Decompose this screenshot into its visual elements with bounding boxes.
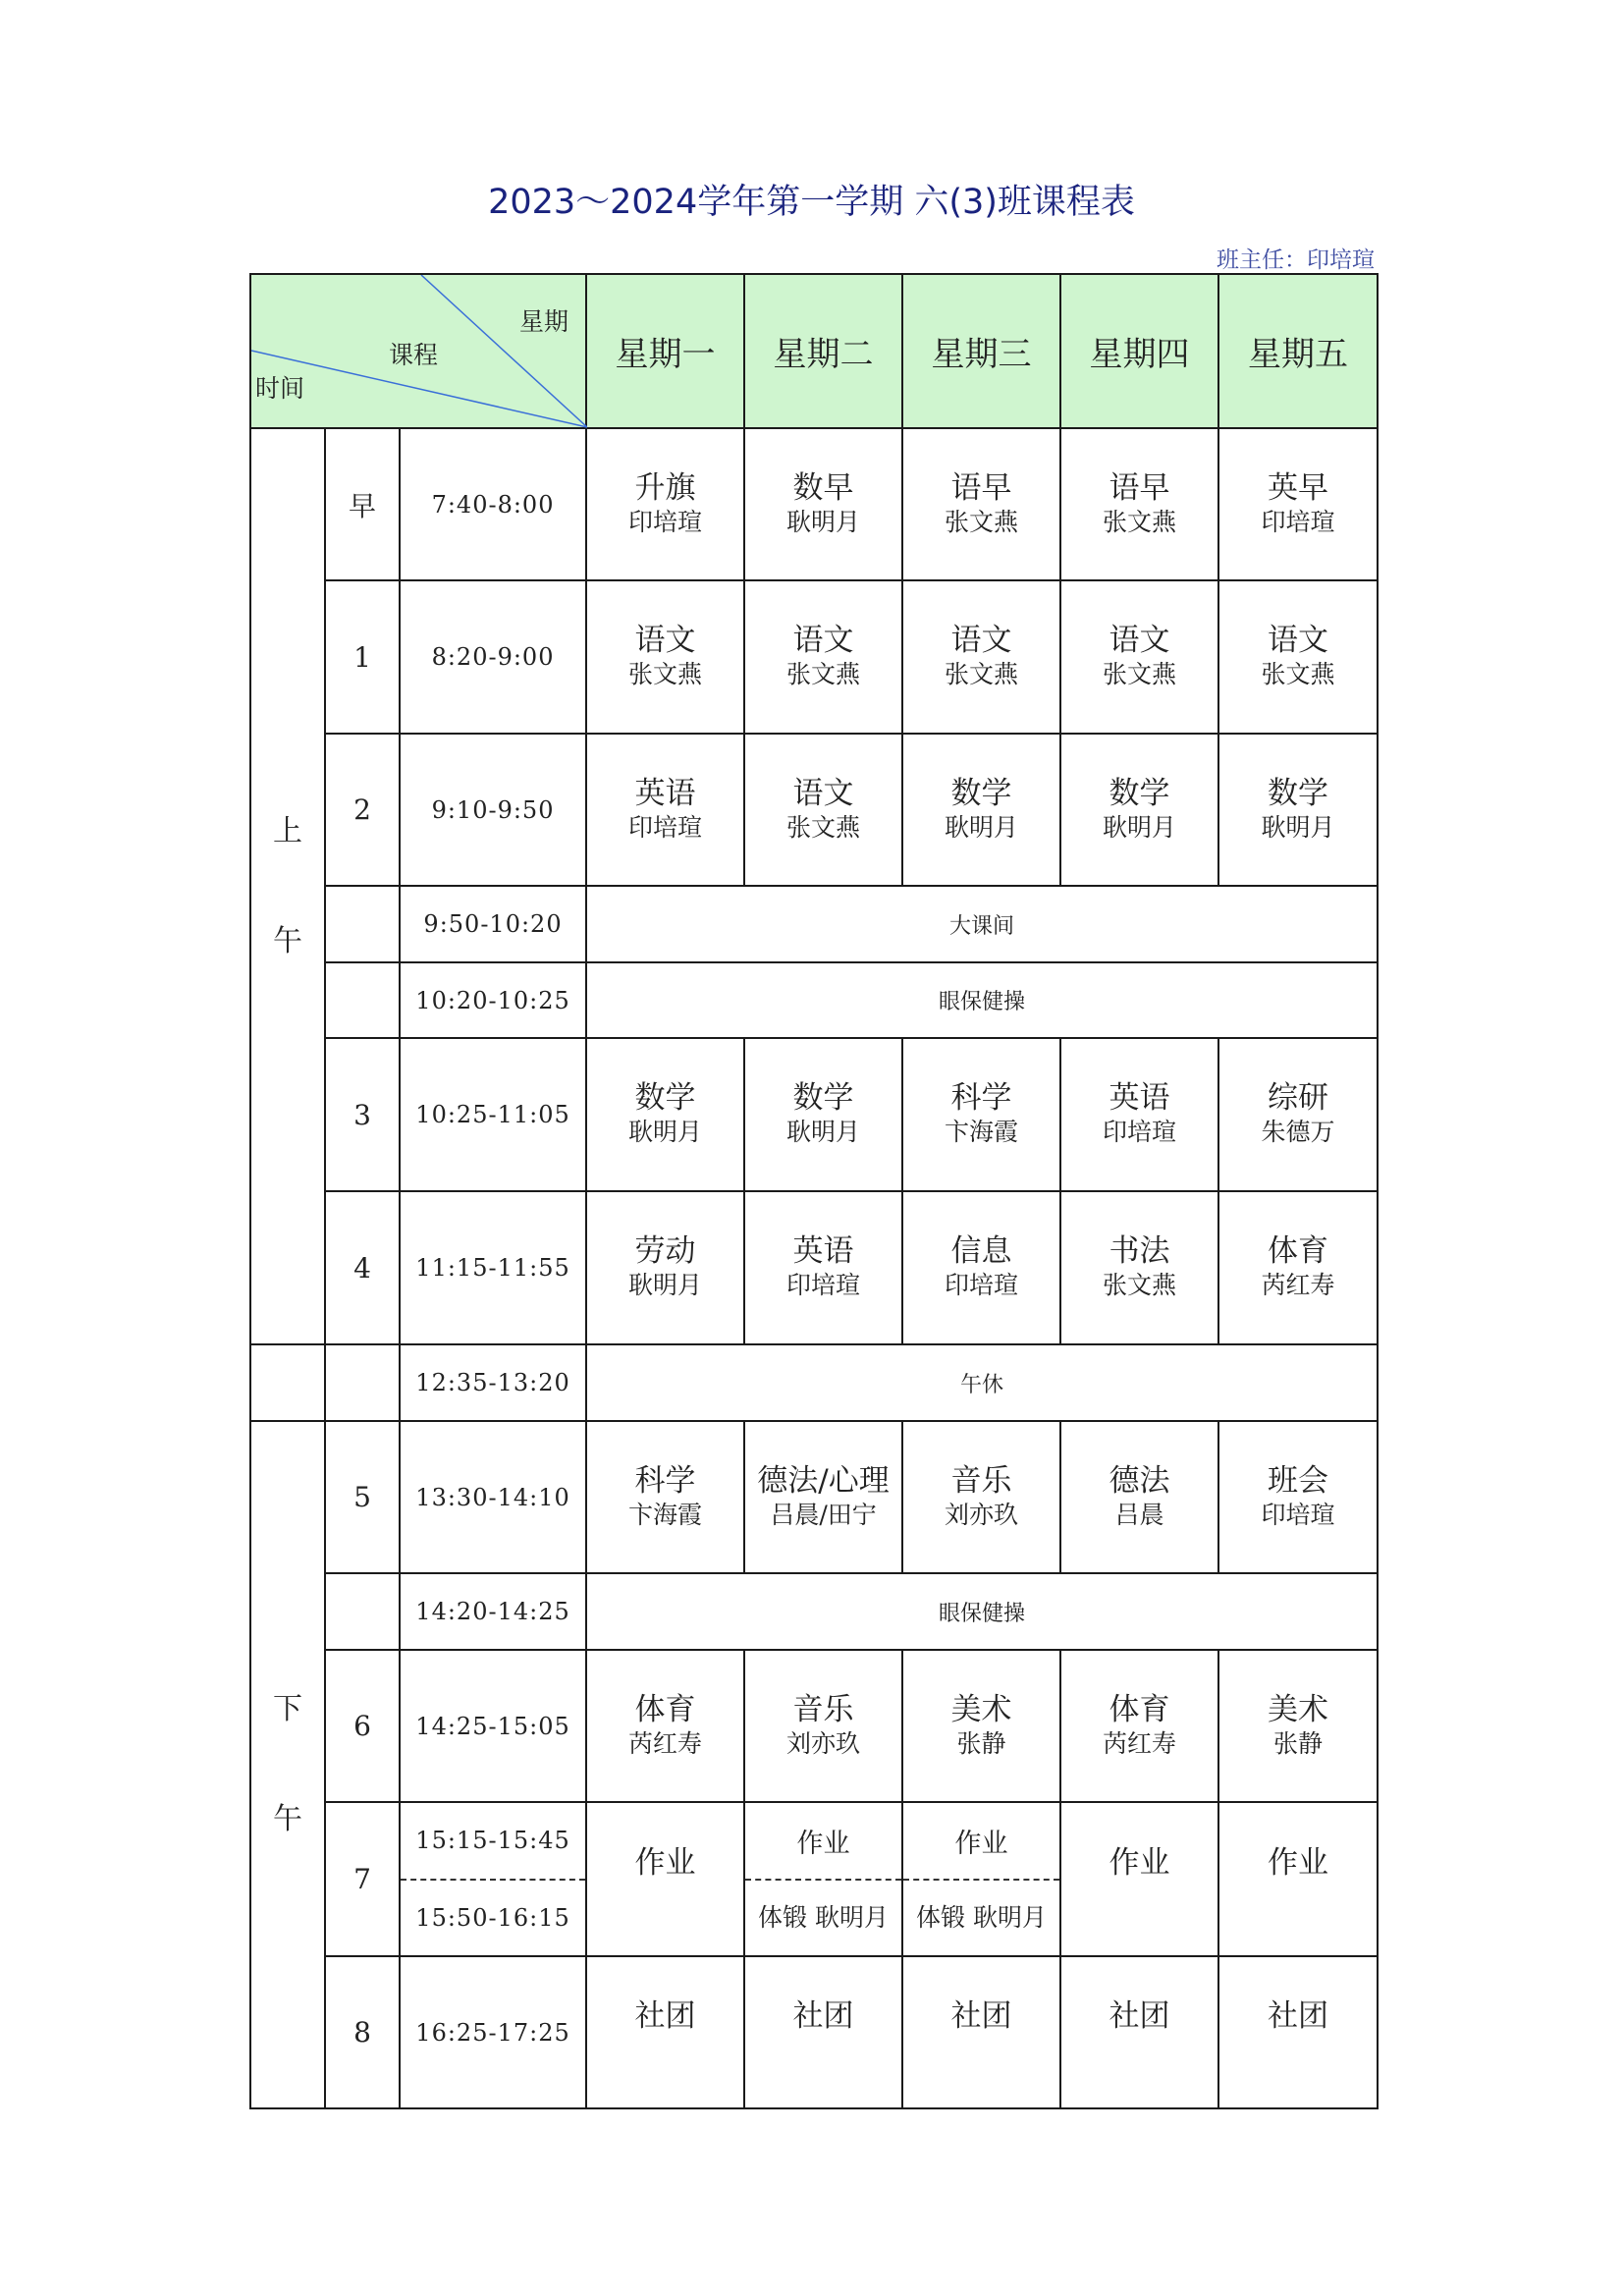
subject: 德法: [1109, 1462, 1170, 1499]
period-time: 11:15-11:55: [400, 1191, 586, 1344]
class-cell: [744, 1191, 902, 1344]
subject: 数学: [1109, 775, 1170, 811]
teacher: 印培瑄: [1103, 1118, 1177, 1146]
period-time: 13:30-14:10: [400, 1421, 586, 1573]
class-cell: [744, 428, 902, 580]
class-cell: [1060, 428, 1218, 580]
day-header: 星期一: [586, 274, 744, 428]
class-cell: [586, 734, 744, 886]
noon-banner: 午休: [586, 1344, 1378, 1421]
head-teacher: 班主任：印培瑄: [1217, 247, 1375, 273]
header-corner: [250, 274, 586, 428]
subject: 劳动: [634, 1233, 696, 1269]
class-cell: [1060, 1038, 1218, 1191]
subject: 音乐: [950, 1462, 1012, 1499]
subject: 语文: [950, 623, 1012, 658]
section-afternoon: [250, 1421, 325, 2108]
subject: 音乐: [792, 1691, 854, 1727]
teacher: 张文燕: [1103, 507, 1177, 536]
period-number: 早: [325, 428, 400, 580]
teacher: 张文燕: [945, 660, 1019, 688]
teacher: 耿明月: [786, 507, 861, 536]
subject: 科学: [634, 1462, 696, 1499]
subject: 体育: [1268, 1233, 1329, 1269]
class-cell: [1060, 1802, 1218, 1956]
empty-slot: [325, 886, 400, 962]
subject: 语文: [792, 775, 854, 811]
class-cell: [1060, 1421, 1218, 1573]
class-cell-split: [902, 1802, 1060, 1956]
teacher: 印培瑄: [945, 1271, 1019, 1299]
teacher: 吕晨: [1114, 1500, 1164, 1529]
class-cell: [1218, 428, 1378, 580]
break-banner: 大课间: [586, 886, 1378, 962]
teacher: 印培瑄: [628, 507, 703, 536]
class-cell: [902, 1421, 1060, 1573]
subject: 语早: [950, 469, 1012, 506]
class-cell: [902, 428, 1060, 580]
class-cell: [902, 734, 1060, 886]
teacher: 耿明月: [1261, 812, 1335, 842]
day-header: 星期二: [744, 274, 902, 428]
teacher: 张静: [956, 1728, 1006, 1758]
teacher: 刘亦玖: [945, 1500, 1019, 1529]
teacher: 芮红寿: [1261, 1271, 1335, 1299]
class-cell: [902, 580, 1060, 734]
teacher: 印培瑄: [1261, 1500, 1335, 1529]
class-cell: [586, 1191, 744, 1344]
empty-slot: [325, 1573, 400, 1650]
subject: 英语: [634, 775, 696, 811]
class-cell: [1218, 1191, 1378, 1344]
subject: 信息: [950, 1233, 1012, 1269]
day-header: 星期四: [1060, 274, 1218, 428]
teacher: 芮红寿: [628, 1728, 703, 1758]
period-time: 14:25-15:05: [400, 1650, 586, 1802]
subject: 社团: [792, 1997, 854, 2034]
class-cell: [744, 1038, 902, 1191]
period-time-first: 15:15-15:45: [401, 1803, 585, 1881]
empty-section: [250, 1344, 325, 1421]
class-cell: [1218, 1956, 1378, 2108]
teacher: 耿明月: [945, 812, 1019, 842]
teacher: 朱德万: [1261, 1118, 1335, 1146]
teacher: 张文燕: [786, 660, 861, 688]
eye-exercise-time: 10:20-10:25: [400, 962, 586, 1038]
subject: 英早: [1268, 469, 1329, 506]
class-cell: [1218, 1802, 1378, 1956]
subject: 作业: [745, 1803, 901, 1881]
class-cell: [902, 1191, 1060, 1344]
teacher: 卞海霞: [628, 1500, 703, 1529]
subject: 社团: [1109, 1997, 1170, 2034]
subject: 美术: [950, 1691, 1012, 1727]
class-cell: [586, 1956, 744, 2108]
period-time-split: [400, 1802, 586, 1956]
section-morning: [250, 428, 325, 1344]
empty-slot: [325, 1344, 400, 1421]
subject: 社团: [950, 1997, 1012, 2034]
subject: 数学: [634, 1080, 696, 1116]
period-time: 7:40-8:00: [400, 428, 586, 580]
subject: 科学: [950, 1080, 1012, 1116]
subject: 综研: [1268, 1080, 1329, 1116]
class-cell: [744, 1421, 902, 1573]
subject: 社团: [634, 1997, 696, 2034]
class-cell: [1218, 1650, 1378, 1802]
class-cell: [1060, 734, 1218, 886]
subject: 语文: [792, 623, 854, 658]
class-cell: [744, 1956, 902, 2108]
subject: 作业: [1268, 1844, 1329, 1881]
teacher: 耿明月: [1103, 812, 1177, 842]
teacher: 张文燕: [945, 507, 1019, 536]
class-cell: [1060, 580, 1218, 734]
subject-with-teacher: 体锻 耿明月: [758, 1902, 889, 1932]
teacher: 张静: [1273, 1728, 1324, 1758]
teacher: 卞海霞: [945, 1118, 1019, 1146]
day-header: 星期三: [902, 274, 1060, 428]
subject: 数学: [792, 1080, 854, 1116]
subject: 升旗: [634, 469, 696, 506]
period-number: 4: [325, 1191, 400, 1344]
schedule-table: [249, 273, 1379, 2109]
period-number: 6: [325, 1650, 400, 1802]
class-cell: [1218, 1421, 1378, 1573]
subject: 语文: [1268, 623, 1329, 658]
teacher: 张文燕: [628, 660, 703, 688]
corner-label-week: 星期: [519, 307, 569, 336]
subject: 作业: [903, 1803, 1059, 1881]
noon-time: 12:35-13:20: [400, 1344, 586, 1421]
class-cell: [586, 580, 744, 734]
subject: 班会: [1268, 1462, 1329, 1499]
period-number: 2: [325, 734, 400, 886]
class-cell: [902, 1038, 1060, 1191]
class-cell: [586, 428, 744, 580]
class-cell: [744, 734, 902, 886]
teacher: 张文燕: [1261, 660, 1335, 688]
eye-exercise-time: 14:20-14:25: [400, 1573, 586, 1650]
class-cell: [902, 1650, 1060, 1802]
class-cell: [586, 1038, 744, 1191]
teacher: 刘亦玖: [786, 1728, 861, 1758]
day-header: 星期五: [1218, 274, 1378, 428]
teacher: 张文燕: [1103, 1271, 1177, 1299]
empty-slot: [325, 962, 400, 1038]
corner-label-time: 时间: [255, 374, 305, 403]
teacher: 张文燕: [1103, 660, 1177, 688]
teacher: 芮红寿: [1103, 1728, 1177, 1758]
teacher: 印培瑄: [786, 1271, 861, 1299]
period-number: 5: [325, 1421, 400, 1573]
teacher: 张文燕: [786, 812, 861, 842]
class-cell: [1218, 734, 1378, 886]
subject: 英语: [1109, 1080, 1170, 1116]
subject: 数学: [1268, 775, 1329, 811]
teacher: 耿明月: [628, 1271, 703, 1299]
class-cell: [1060, 1650, 1218, 1802]
eye-exercise-banner: 眼保健操: [586, 962, 1378, 1038]
subject: 德法/心理: [757, 1462, 890, 1499]
subject: 数学: [950, 775, 1012, 811]
period-time: 8:20-9:00: [400, 580, 586, 734]
teacher: 印培瑄: [1261, 507, 1335, 536]
subject: 书法: [1109, 1233, 1170, 1269]
subject: 语文: [634, 623, 696, 658]
subject: 英语: [792, 1233, 854, 1269]
period-number: 1: [325, 580, 400, 734]
page-title: 2023～2024学年第一学期 六(3)班课程表: [488, 183, 1135, 222]
class-cell-split: [744, 1802, 902, 1956]
subject: 数早: [792, 469, 854, 506]
teacher: 耿明月: [628, 1118, 703, 1146]
teacher: 印培瑄: [628, 812, 703, 842]
subject: 作业: [634, 1844, 696, 1881]
teacher: 吕晨/田宁: [770, 1500, 877, 1529]
period-number: 8: [325, 1956, 400, 2108]
period-number: 3: [325, 1038, 400, 1191]
break-time: 9:50-10:20: [400, 886, 586, 962]
subject-with-teacher: 体锻 耿明月: [916, 1902, 1047, 1932]
subject: 作业: [1109, 1844, 1170, 1881]
period-time: 9:10-9:50: [400, 734, 586, 886]
class-cell: [902, 1956, 1060, 2108]
class-cell: [1060, 1191, 1218, 1344]
subject: 语文: [1109, 623, 1170, 658]
class-cell: [586, 1421, 744, 1573]
period-time: 10:25-11:05: [400, 1038, 586, 1191]
class-cell: [1060, 1956, 1218, 2108]
eye-exercise-banner: 眼保健操: [586, 1573, 1378, 1650]
period-time: 16:25-17:25: [400, 1956, 586, 2108]
class-cell: [1218, 580, 1378, 734]
class-cell: [1218, 1038, 1378, 1191]
section-morning-label: 上 午: [273, 813, 302, 958]
subject: 语早: [1109, 469, 1170, 506]
class-cell: [744, 1650, 902, 1802]
teacher: 耿明月: [786, 1118, 861, 1146]
subject: 社团: [1268, 1997, 1329, 2034]
corner-label-course: 课程: [389, 341, 439, 369]
period-number: 7: [325, 1802, 400, 1956]
period-time-second: 15:50-16:15: [415, 1903, 570, 1932]
section-afternoon-label: 下 午: [273, 1692, 302, 1836]
class-cell: [586, 1650, 744, 1802]
subject: 美术: [1268, 1691, 1329, 1727]
class-cell: [586, 1802, 744, 1956]
class-cell: [744, 580, 902, 734]
subject: 体育: [1109, 1691, 1170, 1727]
subject: 体育: [634, 1691, 696, 1727]
